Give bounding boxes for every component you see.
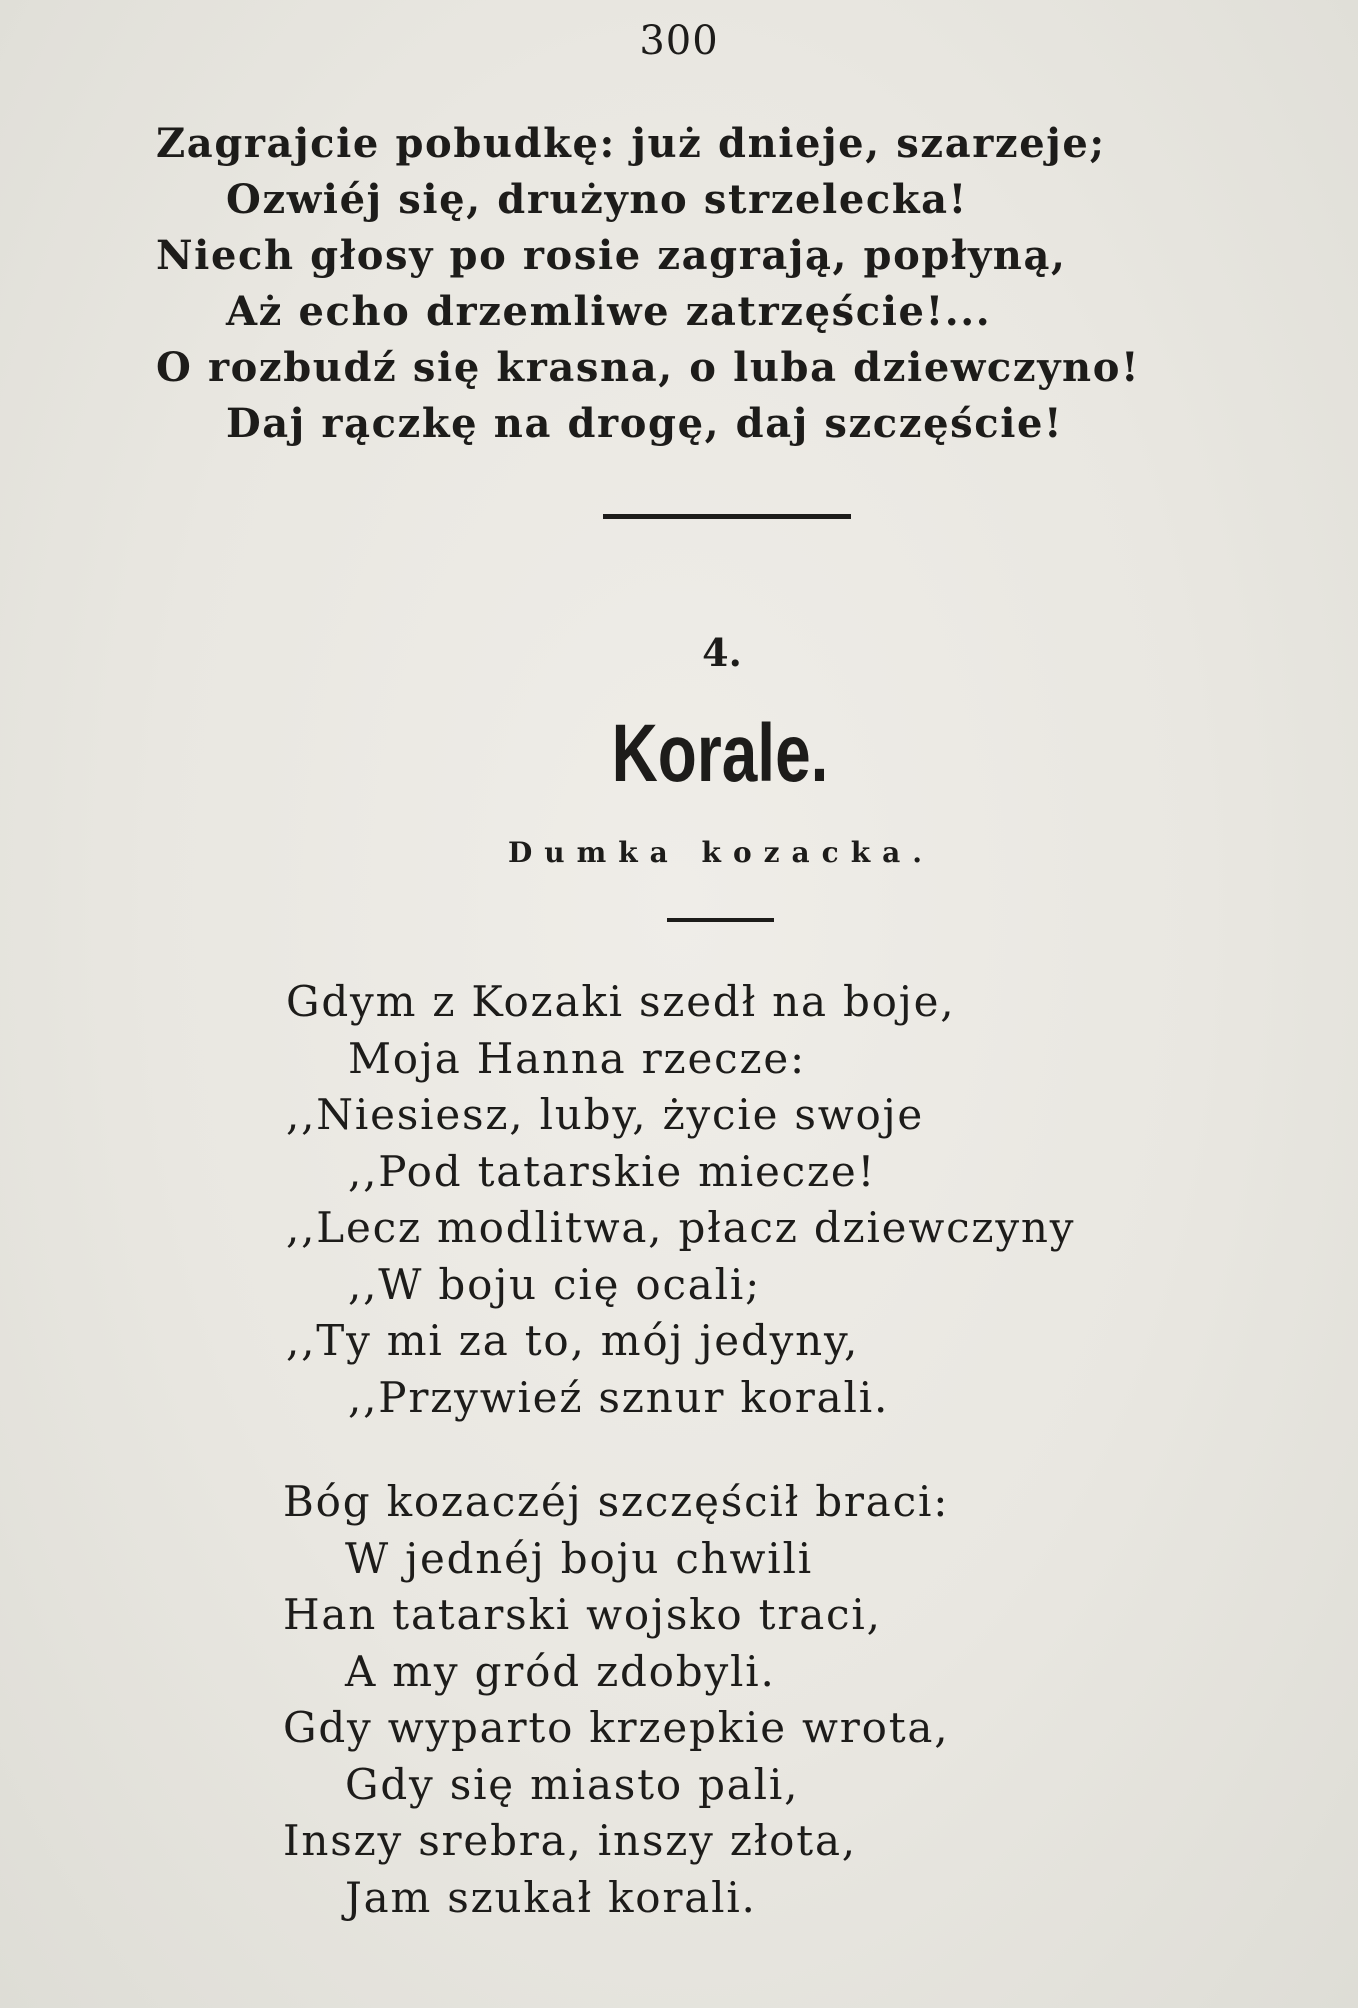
previous-poem-stanza (156, 116, 1140, 452)
verse-line: Gdy wyparto krzepkie wrota, (283, 1703, 950, 1752)
verse-line: Niech głosy po rosie zagrają, popłyną, (156, 232, 1067, 279)
poem-number: 4. (702, 630, 742, 675)
verse-line: ,,Niesiesz, luby, życie swoje (286, 1090, 925, 1139)
verse-line: ,,Lecz modlitwa, płacz dziewczyny (286, 1203, 1076, 1252)
section-divider (603, 514, 851, 519)
verse-line: ,,Ty mi za to, mój jedyny, (286, 1316, 860, 1365)
page-number: 300 (639, 18, 719, 64)
verse-line: Gdy się miasto pali, (345, 1759, 800, 1809)
verse-line: Gdym z Kozaki szedł na boje, (286, 977, 956, 1026)
poem-stanza-1 (286, 974, 1075, 1426)
verse-line: Ozwiéj się, drużyno strzelecka! (226, 176, 968, 223)
verse-line: Han tatarski wojsko traci, (283, 1590, 882, 1639)
verse-line: W jednéj boju chwili (345, 1533, 813, 1583)
verse-line: Inszy srebra, inszy złota, (283, 1816, 857, 1865)
poem-stanza-2 (283, 1474, 949, 1926)
poem-title: Korale. (611, 708, 829, 799)
verse-line: ,,W boju cię ocali; (348, 1259, 762, 1309)
verse-line: Moja Hanna rzecze: (348, 1033, 806, 1083)
verse-line: ,,Przywieź sznur korali. (348, 1372, 890, 1422)
verse-line: Daj rączkę na drogę, daj szczęście! (226, 400, 1064, 447)
verse-line: Zagrajcie pobudkę: już dnieje, szarzeje; (156, 120, 1106, 167)
verse-line: Aż echo drzemliwe zatrzęście!... (226, 288, 992, 335)
poem-subtitle: Dumka kozacka. (507, 836, 934, 869)
verse-line: O rozbudź się krasna, o luba dziewczyno! (156, 344, 1141, 391)
verse-line: A my gród zdobyli. (345, 1646, 776, 1696)
verse-line: Bóg kozaczéj szczęścił braci: (283, 1477, 950, 1526)
verse-line: ,,Pod tatarskie miecze! (348, 1146, 877, 1196)
title-divider (667, 918, 774, 922)
verse-line: Jam szukał korali. (345, 1872, 757, 1922)
